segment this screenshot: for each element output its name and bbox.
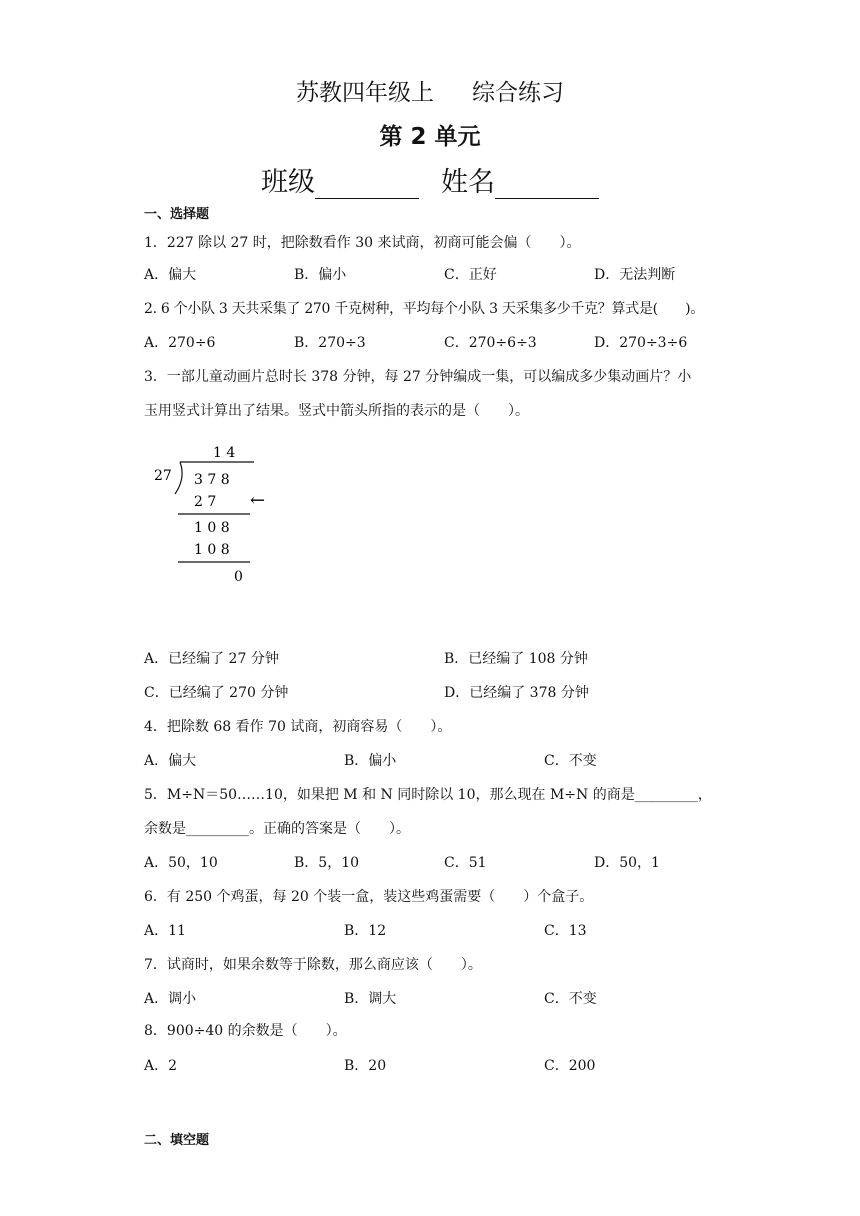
title-part2: 综合练习: [472, 80, 564, 106]
q7-option-a[interactable]: A．调小: [144, 991, 197, 1007]
worksheet-title: [0, 74, 860, 107]
q8-option-b[interactable]: B．20: [344, 1058, 387, 1074]
divisor: 27: [154, 468, 172, 484]
q2-option-a[interactable]: A．270÷6: [144, 335, 216, 351]
q2-option-c[interactable]: C．270÷6÷3: [444, 335, 537, 351]
question-7: 7．试商时，如果余数等于除数，那么商应该（ ）。: [144, 957, 482, 973]
long-division-figure: [150, 440, 290, 590]
division-bracket: [175, 462, 182, 494]
q4-option-c[interactable]: C．不变: [544, 753, 597, 769]
q2-option-d[interactable]: D．270÷3÷6: [594, 335, 688, 351]
q8-option-c[interactable]: C．200: [544, 1058, 596, 1074]
q1-option-c[interactable]: C．正好: [444, 267, 497, 283]
step-2: 1 0 8: [194, 520, 230, 536]
q5-option-c[interactable]: C．51: [444, 855, 487, 871]
question-2: 2. 6 个小队 3 天共采集了 270 千克树种，平均每个小队 3 天采集多少千克？算式是( )。: [144, 301, 705, 317]
q3-option-c[interactable]: C．已经编了 270 分钟: [144, 685, 289, 701]
question-3-line1: 3．一部儿童动画片总时长 378 分钟，每 27 分钟编成一集，可以编成多少集动画片？小: [144, 369, 692, 385]
q1-option-a[interactable]: A．偏大: [144, 267, 197, 283]
q3-option-d[interactable]: D．已经编了 378 分钟: [444, 685, 589, 701]
remainder: 0: [234, 569, 243, 585]
question-5-line1: 5．M÷N＝50……10，如果把 M 和 N 同时除以 10，那么现在 M÷N 的商是_________，: [144, 787, 712, 803]
class-blank[interactable]: [315, 172, 419, 199]
arrow-icon: ←: [250, 490, 266, 511]
q5-option-b[interactable]: B．5，10: [294, 855, 360, 871]
q8-option-a[interactable]: A．2: [144, 1058, 178, 1074]
q1-option-d[interactable]: D．无法判断: [594, 267, 676, 283]
q3-option-a[interactable]: A．已经编了 27 分钟: [144, 651, 279, 667]
q4-option-b[interactable]: B．偏小: [344, 753, 397, 769]
q5-option-a[interactable]: A．50，10: [144, 855, 218, 871]
q4-option-a[interactable]: A．偏大: [144, 753, 197, 769]
name-blank[interactable]: [495, 172, 599, 199]
q6-option-b[interactable]: B．12: [344, 923, 387, 939]
q2-option-b[interactable]: B．270÷3: [294, 335, 366, 351]
unit-title: 第 2 单元: [379, 124, 481, 150]
question-5-line2: 余数是_________。正确的答案是（ ）。: [144, 821, 410, 837]
title-part1: 苏教四年级上: [296, 80, 434, 106]
class-label: 班级: [261, 167, 315, 198]
q5-option-d[interactable]: D．50，1: [594, 855, 660, 871]
q6-option-a[interactable]: A．11: [144, 923, 186, 939]
question-3-line2: 玉用竖式计算出了结果。竖式中箭头所指的表示的是（ ）。: [144, 403, 529, 419]
q7-option-b[interactable]: B．调大: [344, 991, 397, 1007]
q6-option-c[interactable]: C．13: [544, 923, 587, 939]
q7-option-c[interactable]: C．不变: [544, 991, 597, 1007]
question-6: 6．有 250 个鸡蛋，每 20 个装一盒，装这些鸡蛋需要（ ）个盒子。: [144, 889, 594, 905]
name-label: 姓名: [441, 167, 495, 198]
student-info-line: [0, 160, 860, 199]
q3-option-b[interactable]: B．已经编了 108 分钟: [444, 651, 588, 667]
step-3: 1 0 8: [194, 542, 230, 558]
step-1: 2 7: [194, 494, 217, 510]
section-title-choice: 一、选择题: [144, 207, 210, 222]
question-4: 4．把除数 68 看作 70 试商，初商容易（ ）。: [144, 719, 452, 735]
section-title-fill-blank: 二、填空题: [144, 1133, 210, 1148]
question-1: 1．227 除以 27 时，把除数看作 30 来试商，初商可能会偏（ ）。: [144, 235, 581, 251]
dividend: 3 7 8: [194, 472, 230, 488]
q1-option-b[interactable]: B．偏小: [294, 267, 347, 283]
question-8: 8．900÷40 的余数是（ ）。: [144, 1023, 347, 1039]
quotient: 1 4: [213, 445, 236, 461]
